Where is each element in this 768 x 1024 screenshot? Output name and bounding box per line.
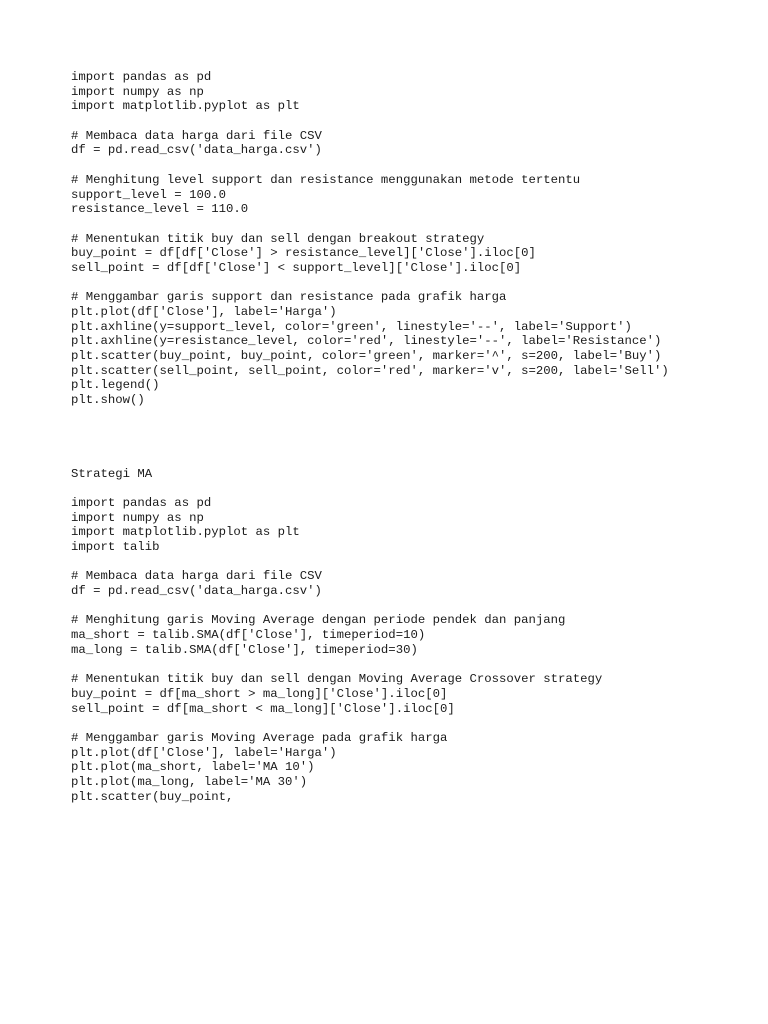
code-line: support_level = 100.0 bbox=[71, 187, 226, 202]
code-line bbox=[71, 555, 751, 570]
heading-spacer bbox=[71, 481, 751, 496]
code-line: ma_long = talib.SMA(df['Close'], timeperiod=30) bbox=[71, 642, 418, 657]
code-line: plt.scatter(buy_point, bbox=[71, 789, 234, 804]
section-spacer bbox=[71, 408, 751, 467]
code-line: import pandas as pd bbox=[71, 495, 212, 510]
code-line: plt.axhline(y=support_level, color='green', linestyle='--', label='Support') bbox=[71, 319, 632, 334]
code-block-moving-average bbox=[71, 496, 751, 804]
code-line: import pandas as pd bbox=[71, 70, 212, 84]
document-body bbox=[71, 70, 751, 804]
code-line: import numpy as np bbox=[71, 84, 204, 99]
code-comment: # Menentukan titik buy dan sell dengan Moving Average Crossover strategy bbox=[71, 672, 603, 687]
code-line: plt.axhline(y=resistance_level, color='red', linestyle='--', label='Resistance') bbox=[71, 334, 662, 349]
code-block-support-resistance bbox=[71, 70, 751, 408]
code-line: import numpy as np bbox=[71, 510, 204, 525]
code-line: import matplotlib.pyplot as plt bbox=[71, 99, 300, 114]
code-comment: # Membaca data harga dari file CSV bbox=[71, 128, 322, 143]
code-line: ma_short = talib.SMA(df['Close'], timeperiod=10) bbox=[71, 628, 426, 643]
code-comment: # Menggambar garis Moving Average pada grafik harga bbox=[71, 730, 448, 745]
code-line bbox=[71, 716, 751, 731]
section-heading: Strategi MA bbox=[71, 466, 153, 481]
code-line bbox=[71, 658, 751, 673]
code-line: plt.legend() bbox=[71, 378, 160, 393]
code-line: sell_point = df[ma_short < ma_long]['Close'].iloc[0] bbox=[71, 701, 455, 716]
code-line: plt.scatter(buy_point, buy_point, color='green', marker='^', s=200, label='Buy') bbox=[71, 349, 662, 364]
code-line bbox=[71, 217, 751, 232]
code-line bbox=[71, 158, 751, 173]
code-line bbox=[71, 599, 751, 614]
code-comment: # Menentukan titik buy dan sell dengan breakout strategy bbox=[71, 231, 485, 246]
code-comment: # Menghitung garis Moving Average dengan periode pendek dan panjang bbox=[71, 613, 566, 628]
code-line: plt.plot(df['Close'], label='Harga') bbox=[71, 745, 337, 760]
code-line: import matplotlib.pyplot as plt bbox=[71, 525, 300, 540]
code-line: plt.show() bbox=[71, 393, 145, 408]
code-line: resistance_level = 110.0 bbox=[71, 202, 249, 217]
code-line: buy_point = df[ma_short > ma_long]['Close'].iloc[0] bbox=[71, 686, 448, 701]
code-comment: # Membaca data harga dari file CSV bbox=[71, 569, 322, 584]
code-line: buy_point = df[df['Close'] > resistance_level]['Close'].iloc[0] bbox=[71, 246, 536, 261]
code-line: df = pd.read_csv('data_harga.csv') bbox=[71, 584, 322, 599]
code-line: plt.scatter(sell_point, sell_point, color='red', marker='v', s=200, label='Sell') bbox=[71, 363, 669, 378]
code-line: plt.plot(ma_long, label='MA 30') bbox=[71, 775, 308, 790]
code-line: import talib bbox=[71, 540, 160, 555]
code-line bbox=[71, 114, 751, 129]
code-line: sell_point = df[df['Close'] < support_level]['Close'].iloc[0] bbox=[71, 260, 522, 275]
code-line: df = pd.read_csv('data_harga.csv') bbox=[71, 143, 322, 158]
code-comment: # Menggambar garis support dan resistance pada grafik harga bbox=[71, 290, 507, 305]
code-comment: # Menghitung level support dan resistance menggunakan metode tertentu bbox=[71, 172, 581, 187]
code-line: plt.plot(df['Close'], label='Harga') bbox=[71, 305, 337, 319]
code-line bbox=[71, 276, 751, 291]
code-line: plt.plot(ma_short, label='MA 10') bbox=[71, 760, 315, 775]
